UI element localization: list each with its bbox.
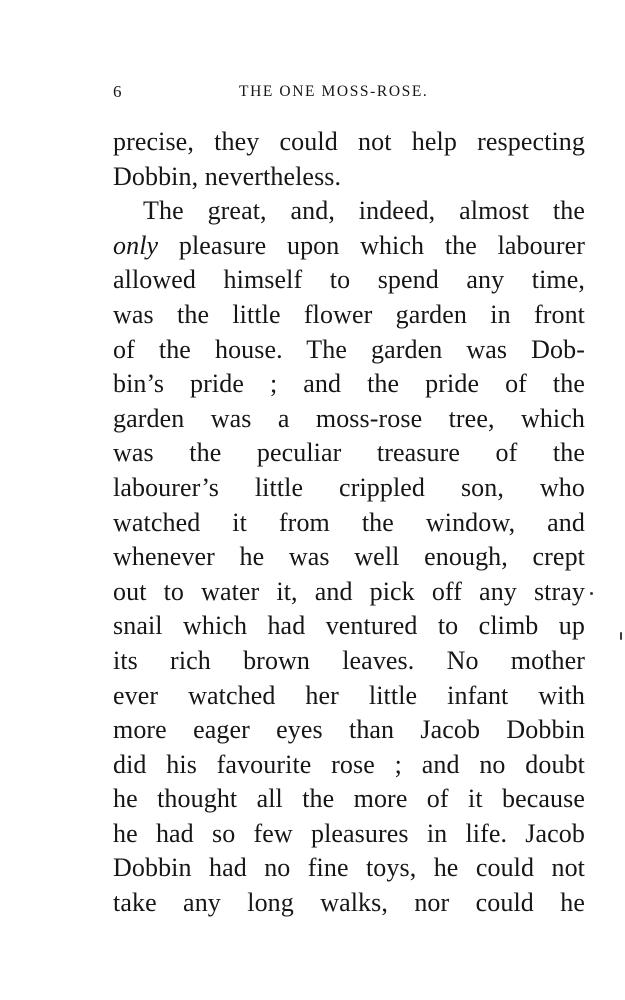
text-line: was the little flower garden in front <box>113 299 585 329</box>
text-line: allowed himself to spend any time, <box>113 265 585 295</box>
text-line: whenever he was well enough, crept <box>113 542 585 572</box>
text-segment: pleasure upon which the labourer <box>158 230 585 260</box>
text-line: its rich brown leaves. No mother <box>113 645 585 675</box>
print-speck <box>620 632 622 640</box>
text-line: ever watched her little infant with <box>113 680 585 710</box>
text-line: take any long walks, nor could he <box>113 888 585 918</box>
text-line: labourer’s little crippled son, who <box>113 472 585 502</box>
text-line: watched it from the window, and <box>113 507 585 537</box>
body-text <box>113 125 585 921</box>
text-line: The great, and, indeed, almost the <box>143 196 585 226</box>
running-head: THE ONE MOSS-ROSE. <box>239 83 429 100</box>
text-line: was the peculiar treasure of the <box>113 438 585 468</box>
print-speck <box>590 592 593 595</box>
text-line: precise, they could not help respecting <box>113 127 585 156</box>
text-line: Dobbin had no fine toys, he could not <box>113 853 585 883</box>
text-line: bin’s pride ; and the pride of the <box>113 369 585 399</box>
text-line: Dobbin, nevertheless. <box>113 161 342 191</box>
text-line: more eager eyes than Jacob Dobbin <box>113 715 585 745</box>
text-line: he thought all the more of it because <box>113 784 585 814</box>
text-line-with-emphasis <box>113 229 585 264</box>
text-line: out to water it, and pick off any stray <box>113 576 585 606</box>
page-header <box>113 82 585 106</box>
emphasis-word: only <box>113 230 159 260</box>
text-line: did his favourite rose ; and no doubt <box>113 749 585 779</box>
paragraph-1 <box>113 125 585 194</box>
text-line: he had so few pleasures in life. Jacob <box>113 818 585 848</box>
text-line: snail which had ventured to climb up <box>113 611 585 641</box>
paragraph-2 <box>113 194 585 920</box>
text-line: garden was a moss-rose tree, which <box>113 403 585 433</box>
page-number: 6 <box>113 82 122 101</box>
text-line: of the house. The garden was Dob- <box>113 334 585 364</box>
